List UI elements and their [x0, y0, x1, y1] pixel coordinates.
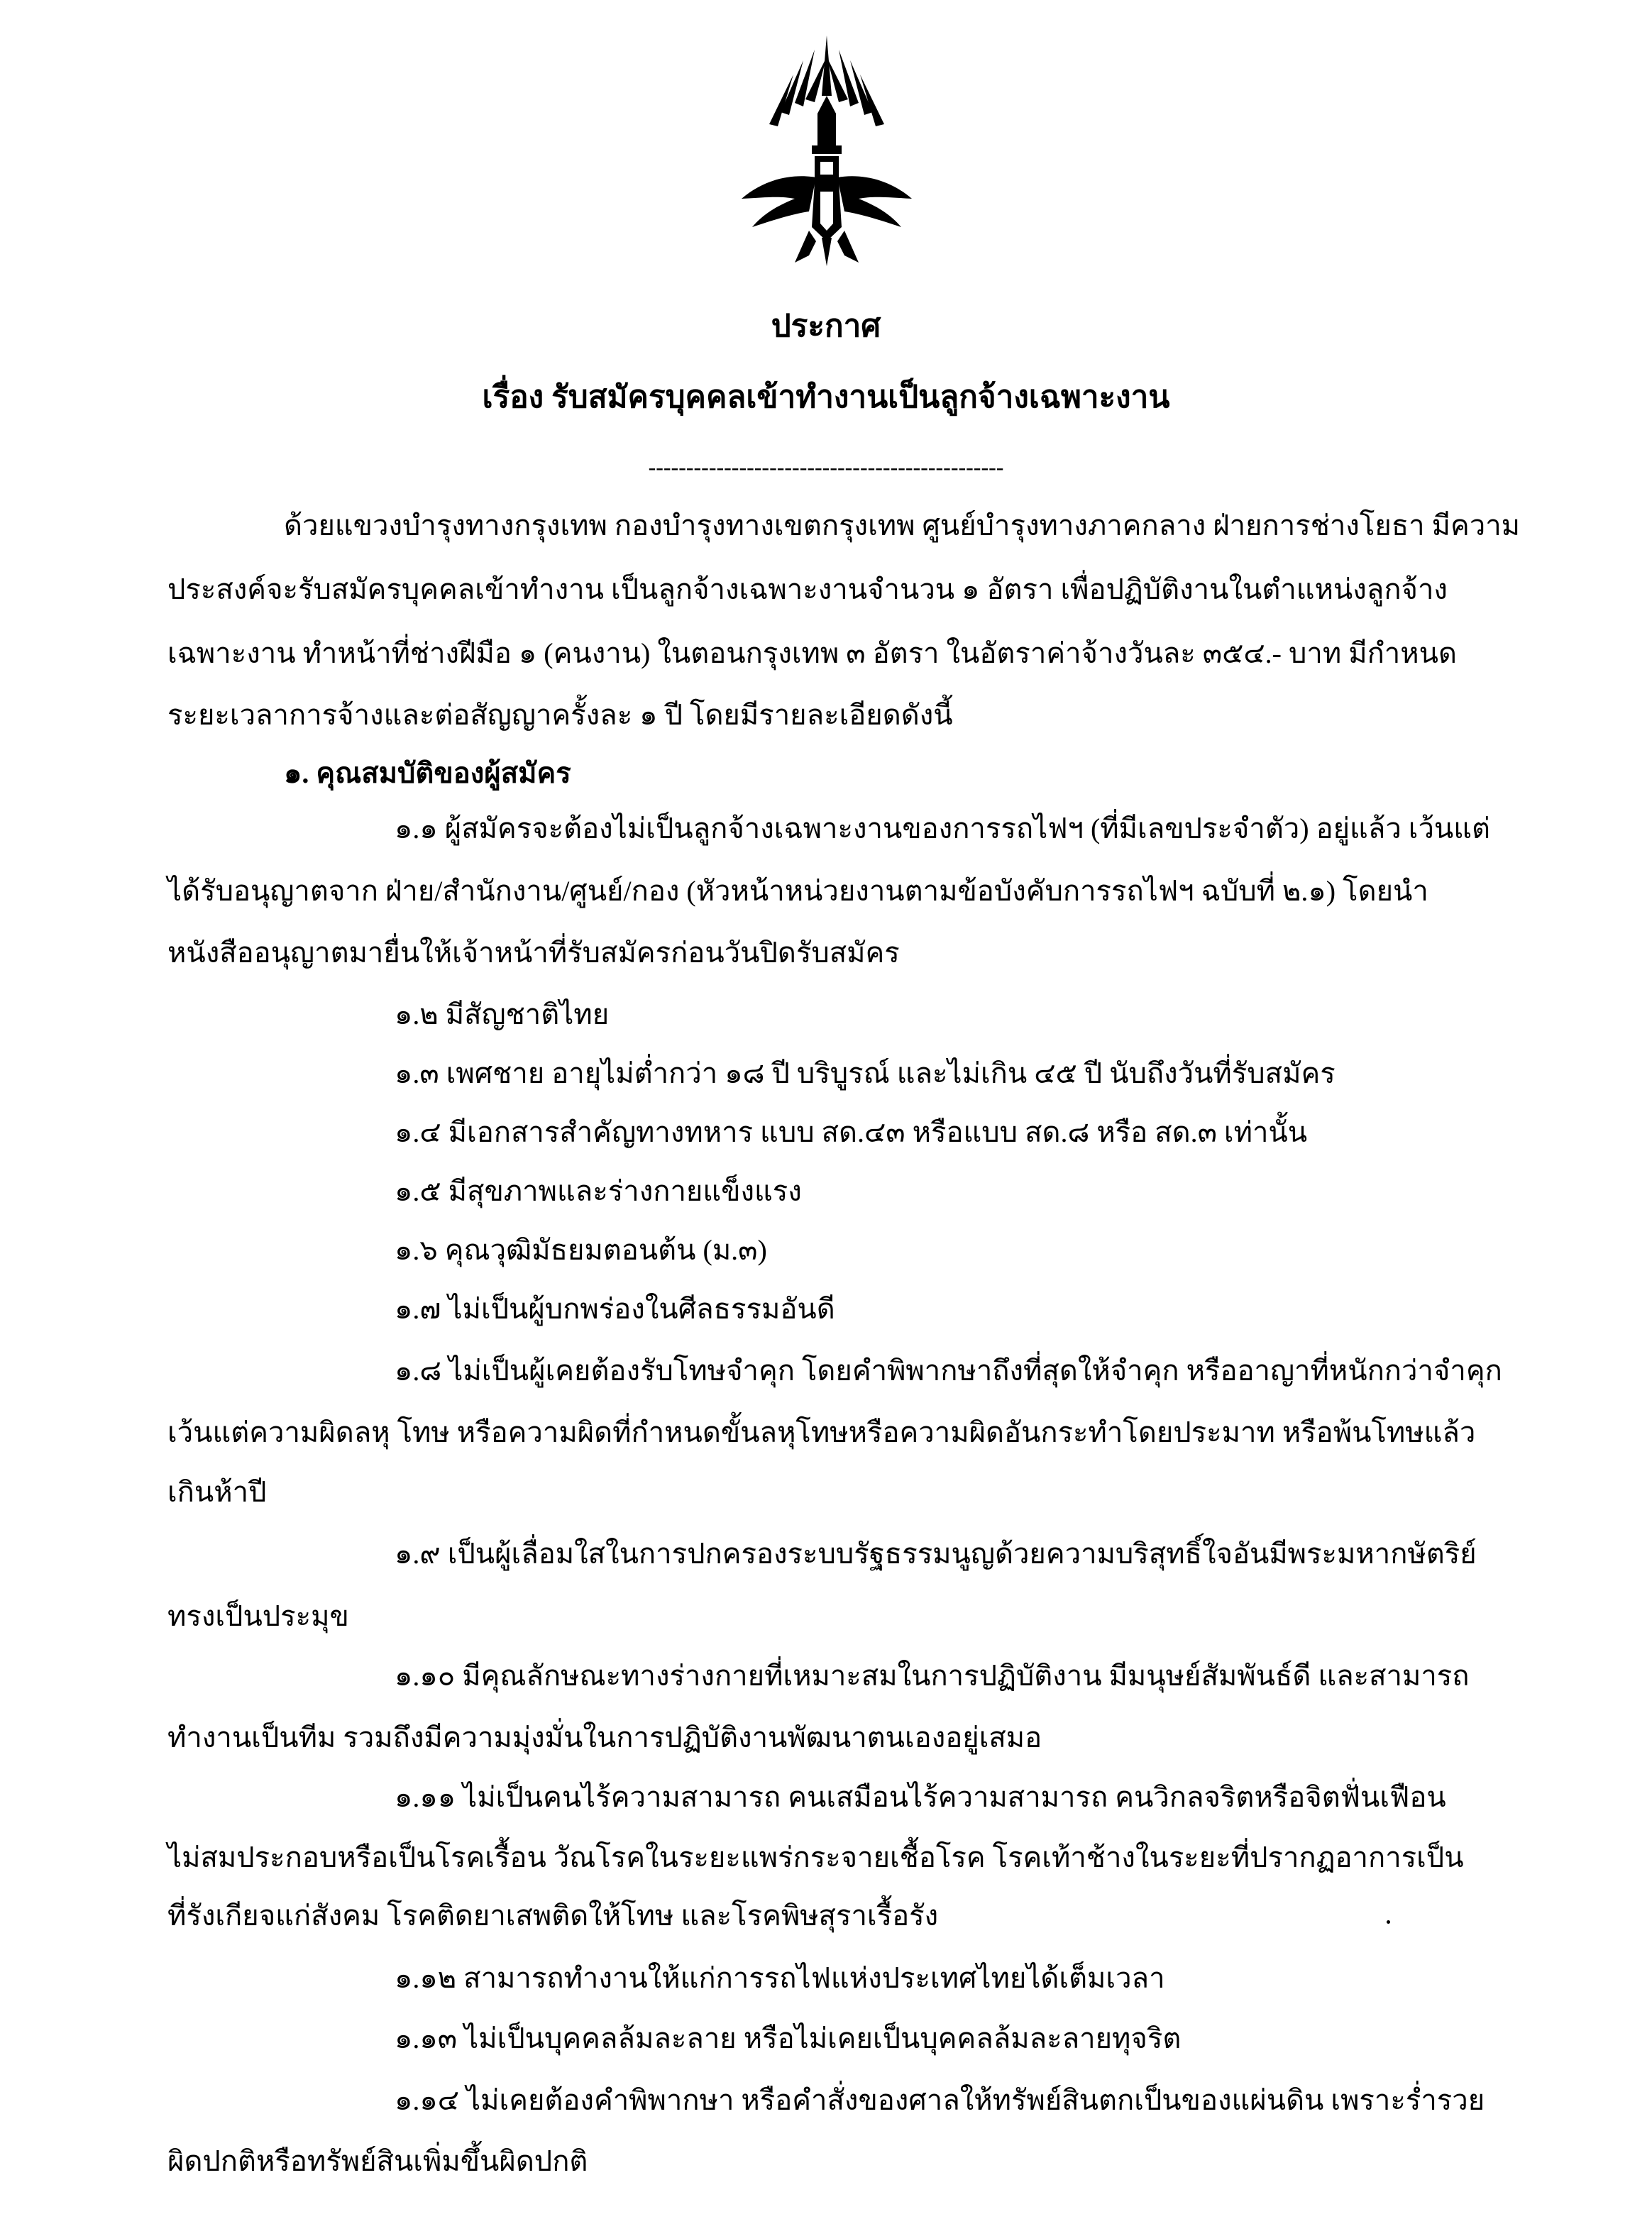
qualification-item: ๑.๖ คุณวุฒิมัธยมตอนต้น (ม.๓) [395, 1234, 767, 1266]
qualification-item: ๑.๒ มีสัญชาติไทย [395, 998, 610, 1030]
title-separator: ----------------------------------------------- [648, 454, 1004, 480]
intro-line: เฉพาะงาน ทำหน้าที่ช่างฝีมือ ๑ (คนงาน) ในตอนกรุงเทพ ๓ อัตรา ในอัตราค่าจ้างวันละ ๓๕๔.- บาท มีกำหนด [167, 637, 1457, 669]
qualification-item: ๑.๑๐ มีคุณลักษณะทางร่างกายที่เหมาะสมในการปฏิบัติงาน มีมนุษย์สัมพันธ์ดี และสามารถ [395, 1660, 1470, 1692]
qualification-continuation: เว้นแต่ความผิดลหุ โทษ หรือความผิดที่กำหนดขั้นลหุโทษหรือความผิดอันกระทำโดยประมาท หรือพ้นโทษแล้ว [167, 1416, 1476, 1448]
qualification-continuation: ไม่สมประกอบหรือเป็นโรคเรื้อน วัณโรคในระยะแพร่กระจายเชื้อโรค โรคเท้าช้างในระยะที่ปรากฏอาการเป็น [167, 1841, 1464, 1873]
qualification-continuation: ที่รังเกียจแก่สังคม โรคติดยาเสพติดให้โทษ และโรคพิษสุราเรื้อรัง [167, 1900, 939, 1932]
announcement-subject: เรื่อง รับสมัครบุคคลเข้าทำงานเป็นลูกจ้างเฉพาะงาน [482, 380, 1170, 414]
qualification-item: ๑.๓ เพศชาย อายุไม่ต่ำกว่า ๑๘ ปี บริบูรณ์ และไม่เกิน ๔๕ ปี นับถึงวันที่รับสมัคร [395, 1057, 1336, 1089]
qualification-continuation: เกินห้าปี [167, 1476, 267, 1508]
intro-line: ประสงค์จะรับสมัครบุคคลเข้าทำงาน เป็นลูกจ้างเฉพาะงานจำนวน ๑ อัตรา เพื่อปฏิบัติงานในตำแหน่งลูกจ้าง [167, 573, 1448, 605]
state-railway-garuda-emblem-icon [738, 28, 915, 270]
section-heading: ๑. คุณสมบัติของผู้สมัคร [284, 757, 571, 789]
qualification-continuation: ได้รับอนุญาตจาก ฝ่าย/สำนักงาน/ศูนย์/กอง (หัวหน้าหน่วยงานตามข้อบังคับการรถไฟฯ ฉบับที่ ๒.๑) โดยนำ [167, 875, 1428, 907]
qualification-item: ๑.๑๑ ไม่เป็นคนไร้ความสามารถ คนเสมือนไร้ความสามารถ คนวิกลจริตหรือจิตฟั่นเฟือน [395, 1781, 1446, 1813]
qualification-item: ๑.๑๔ ไม่เคยต้องคำพิพากษา หรือคำสั่งของศาลให้ทรัพย์สินตกเป็นของแผ่นดิน เพราะร่ำรวย [395, 2084, 1485, 2116]
qualification-continuation: หนังสืออนุญาตมายื่นให้เจ้าหน้าที่รับสมัครก่อนวันปิดรับสมัคร [167, 937, 900, 969]
qualification-item: ๑.๕ มีสุขภาพและร่างกายแข็งแรง [395, 1175, 802, 1207]
qualification-continuation: ผิดปกติหรือทรัพย์สินเพิ่มขึ้นผิดปกติ [167, 2145, 588, 2177]
qualification-item: ๑.๘ ไม่เป็นผู้เคยต้องรับโทษจำคุก โดยคำพิพากษาถึงที่สุดให้จำคุก หรืออาญาที่หนักกว่าจำคุก [395, 1355, 1502, 1387]
announcement-title: ประกาศ [771, 309, 881, 343]
qualification-item: ๑.๑๒ สามารถทำงานให้แก่การรถไฟแห่งประเทศไทยได้เต็มเวลา [395, 1962, 1165, 1994]
scan-speck [1387, 1920, 1390, 1924]
qualification-item: ๑.๑ ผู้สมัครจะต้องไม่เป็นลูกจ้างเฉพาะงานของการรถไฟฯ (ที่มีเลขประจำตัว) อยู่แล้ว เว้นแต่ [395, 813, 1491, 844]
intro-line: ด้วยแขวงบำรุงทางกรุงเทพ กองบำรุงทางเขตกรุงเทพ ศูนย์บำรุงทางภาคกลาง ฝ่ายการช่างโยธา มีความ [284, 510, 1521, 541]
qualification-item: ๑.๗ ไม่เป็นผู้บกพร่องในศีลธรรมอันดี [395, 1293, 835, 1325]
qualification-item: ๑.๔ มีเอกสารสำคัญทางทหาร แบบ สด.๔๓ หรือแบบ สด.๘ หรือ สด.๓ เท่านั้น [395, 1116, 1308, 1148]
intro-line: ระยะเวลาการจ้างและต่อสัญญาครั้งละ ๑ ปี โดยมีรายละเอียดดังนี้ [167, 699, 953, 731]
qualification-continuation: ทำงานเป็นทีม รวมถึงมีความมุ่งมั่นในการปฏิบัติงานพัฒนาตนเองอยู่เสมอ [167, 1722, 1042, 1753]
qualification-item: ๑.๑๓ ไม่เป็นบุคคลล้มละลาย หรือไม่เคยเป็นบุคคลล้มละลายทุจริต [395, 2022, 1182, 2054]
qualification-continuation: ทรงเป็นประมุข [167, 1600, 349, 1632]
qualification-item: ๑.๙ เป็นผู้เลื่อมใสในการปกครองระบบรัฐธรรมนูญด้วยความบริสุทธิ์ใจอันมีพระมหากษัตริย์ [395, 1538, 1477, 1570]
